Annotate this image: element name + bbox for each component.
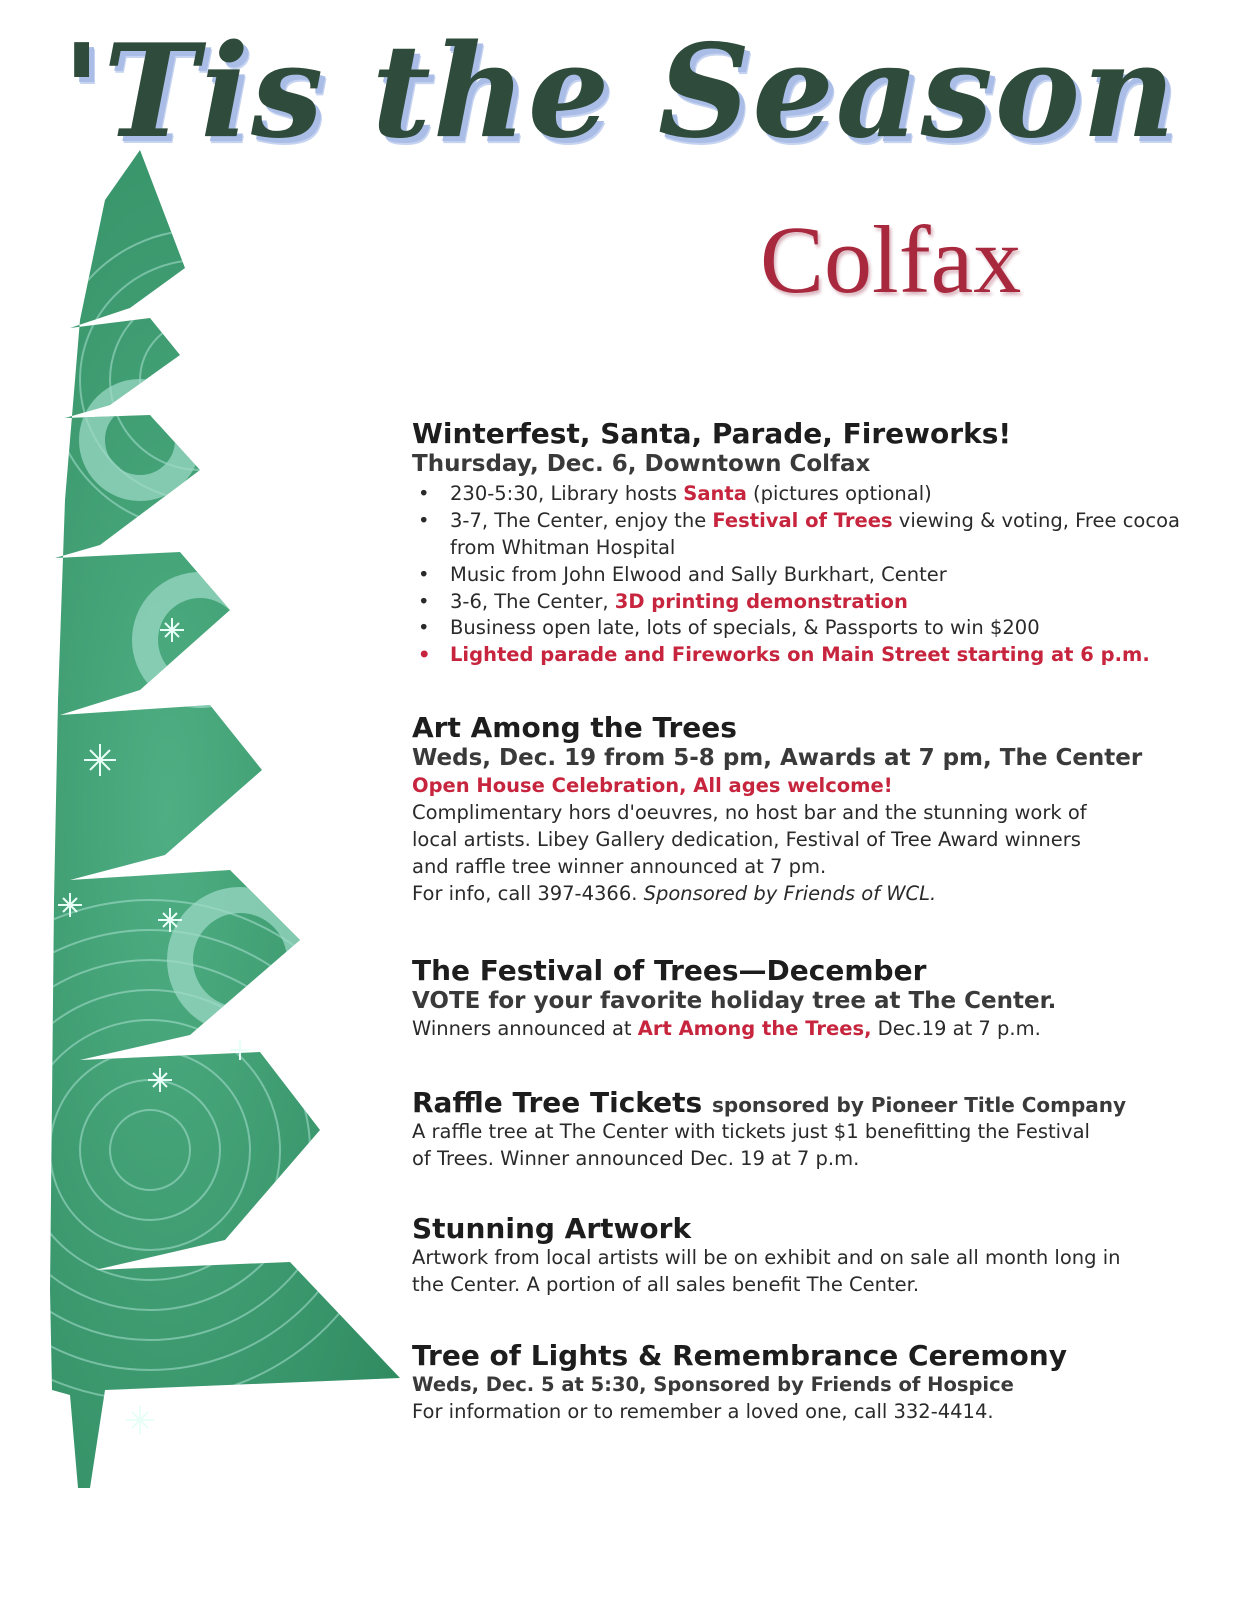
body-text: For information or to remember a loved one, call 332-4414.: [412, 1400, 994, 1424]
list-item: • 230-5:30, Library hosts Santa (pictures optional): [412, 481, 1192, 508]
section-heading: Stunning Artwork: [412, 1212, 692, 1245]
list-item: • Business open late, lots of specials, & Passports to win $200: [412, 615, 1192, 642]
section-tree-of-lights: [412, 1340, 1192, 1426]
section-stunning-artwork: [412, 1213, 1192, 1299]
date-line: Weds, Dec. 19 from 5-8 pm, Awards at 7 pm, The Center: [412, 745, 1143, 772]
sponsor-text: Sponsored by Friends of WCL.: [643, 881, 937, 905]
section-heading: Tree of Lights & Remembrance Ceremony: [412, 1339, 1067, 1372]
list-item: • Lighted parade and Fireworks on Main Street starting at 6 p.m.: [412, 642, 1192, 669]
section-heading: Winterfest, Santa, Parade, Fireworks!: [412, 417, 1012, 450]
highlight-line: Open House Celebration, All ages welcome!: [412, 773, 893, 797]
section-festival-of-trees: [412, 955, 1192, 1043]
date-line: Weds, Dec. 5 at 5:30, Sponsored by Friends of Hospice: [412, 1373, 1014, 1397]
section-art-among-the-trees: [412, 712, 1192, 907]
christmas-tree-illustration: [0, 0, 420, 1600]
date-line: Thursday, Dec. 6, Downtown Colfax: [412, 451, 871, 478]
list-item: • 3-6, The Center, 3D printing demonstration: [412, 589, 1192, 616]
winners-line: Winners announced at Art Among the Trees, Dec.19 at 7 p.m.: [412, 1016, 1041, 1040]
section-raffle-tree: [412, 1087, 1192, 1173]
body-text: A raffle tree at The Center with tickets just $1 benefitting the Festival of Trees. Winner announced Dec. 19 at 7 p.m.: [412, 1120, 1090, 1171]
section-winterfest: [412, 418, 1192, 669]
body-text: Artwork from local artists will be on exhibit and on sale all month long in the Center. A portion of all sales benefit The Center.: [412, 1246, 1121, 1297]
title-script: 'Tis the Season: [62, 17, 1178, 167]
body-text: Complimentary hors d'oeuvres, no host bar and the stunning work of local artists. Libey Gallery dedication, Festival of Tree Award winners and raffle tree winner announced at 7 pm.: [412, 800, 1087, 878]
section-heading: The Festival of Trees—December: [412, 954, 927, 987]
sponsor-text: sponsored by Pioneer Title Company: [711, 1093, 1127, 1117]
section-heading: Raffle Tree Tickets sponsored by Pioneer Title Company: [412, 1086, 1127, 1119]
vote-line: VOTE for your favorite holiday tree at The Center.: [412, 988, 1057, 1015]
event-list: [412, 481, 1192, 669]
list-item: • Music from John Elwood and Sally Burkhart, Center: [412, 562, 1192, 589]
title-colfax: Colfax: [760, 206, 1022, 313]
section-heading: Art Among the Trees: [412, 711, 737, 744]
info-line: For info, call 397-4366. Sponsored by Friends of WCL.: [412, 881, 937, 905]
list-item: • 3-7, The Center, enjoy the Festival of Trees viewing & voting, Free cocoa from Whitman Hospital: [412, 508, 1192, 562]
